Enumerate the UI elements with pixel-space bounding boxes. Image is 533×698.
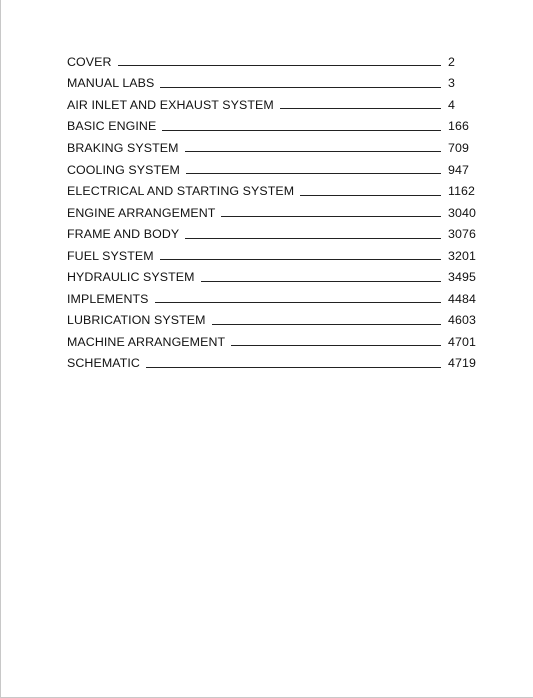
- toc-leader-line: [212, 324, 441, 325]
- toc-entry-page: 3: [448, 76, 455, 91]
- toc-entry[interactable]: [67, 73, 481, 95]
- toc-entry-title: BASIC ENGINE: [67, 119, 157, 134]
- toc-entry[interactable]: [67, 245, 481, 267]
- toc-entry[interactable]: [67, 288, 481, 310]
- toc-entry[interactable]: [67, 159, 481, 181]
- toc-leader-line: [160, 259, 441, 260]
- toc-entry-title: FRAME AND BODY: [67, 227, 180, 242]
- toc-entry-title: IMPLEMENTS: [67, 291, 149, 306]
- toc-entry-page: 4701: [448, 334, 476, 349]
- toc-leader-line: [118, 65, 441, 66]
- toc-leader-line: [185, 238, 441, 239]
- table-of-contents: [67, 51, 481, 374]
- toc-entry-title: SCHEMATIC: [67, 356, 140, 371]
- toc-entry-page: 3201: [448, 248, 476, 263]
- toc-leader-line: [201, 281, 441, 282]
- toc-entry[interactable]: [67, 310, 481, 332]
- toc-entry-page: 4: [448, 97, 455, 112]
- toc-entry-page: 166: [448, 119, 469, 134]
- toc-entry[interactable]: [67, 180, 481, 202]
- toc-entry-page: 2: [448, 54, 455, 69]
- toc-entry-page: 4484: [448, 291, 476, 306]
- toc-entry-page: 3495: [448, 270, 476, 285]
- toc-entry-page: 1162: [448, 184, 476, 199]
- toc-leader-line: [221, 216, 441, 217]
- toc-entry[interactable]: [67, 266, 481, 288]
- toc-entry-page: 947: [448, 162, 469, 177]
- toc-entry-title: COVER: [67, 54, 112, 69]
- toc-leader-line: [162, 130, 441, 131]
- toc-entry-title: ENGINE ARRANGEMENT: [67, 205, 216, 220]
- toc-entry[interactable]: [67, 94, 481, 116]
- toc-entry-title: BRAKING SYSTEM: [67, 140, 179, 155]
- toc-entry-title: ELECTRICAL AND STARTING SYSTEM: [67, 184, 295, 199]
- toc-entry-title: LUBRICATION SYSTEM: [67, 313, 206, 328]
- toc-leader-line: [300, 195, 441, 196]
- toc-entry[interactable]: [67, 116, 481, 138]
- toc-entry-page: 3076: [448, 227, 476, 242]
- toc-entry[interactable]: [67, 51, 481, 73]
- toc-entry[interactable]: [67, 202, 481, 224]
- toc-leader-line: [186, 173, 441, 174]
- toc-entry-title: COOLING SYSTEM: [67, 162, 180, 177]
- toc-leader-line: [231, 345, 441, 346]
- toc-entry-page: 709: [448, 140, 469, 155]
- toc-leader-line: [155, 302, 441, 303]
- toc-entry-page: 3040: [448, 205, 476, 220]
- toc-leader-line: [280, 108, 441, 109]
- toc-entry-title: MANUAL LABS: [67, 76, 155, 91]
- toc-entry-title: MACHINE ARRANGEMENT: [67, 334, 226, 349]
- toc-entry-page: 4603: [448, 313, 476, 328]
- toc-entry-title: AIR INLET AND EXHAUST SYSTEM: [67, 97, 274, 112]
- toc-entry[interactable]: [67, 223, 481, 245]
- toc-leader-line: [160, 87, 441, 88]
- toc-entry-page: 4719: [448, 356, 476, 371]
- toc-entry-title: FUEL SYSTEM: [67, 248, 154, 263]
- toc-entry[interactable]: [67, 137, 481, 159]
- toc-leader-line: [185, 151, 441, 152]
- toc-entry[interactable]: [67, 353, 481, 375]
- toc-entry[interactable]: [67, 331, 481, 353]
- toc-leader-line: [146, 367, 441, 368]
- toc-entry-title: HYDRAULIC SYSTEM: [67, 270, 195, 285]
